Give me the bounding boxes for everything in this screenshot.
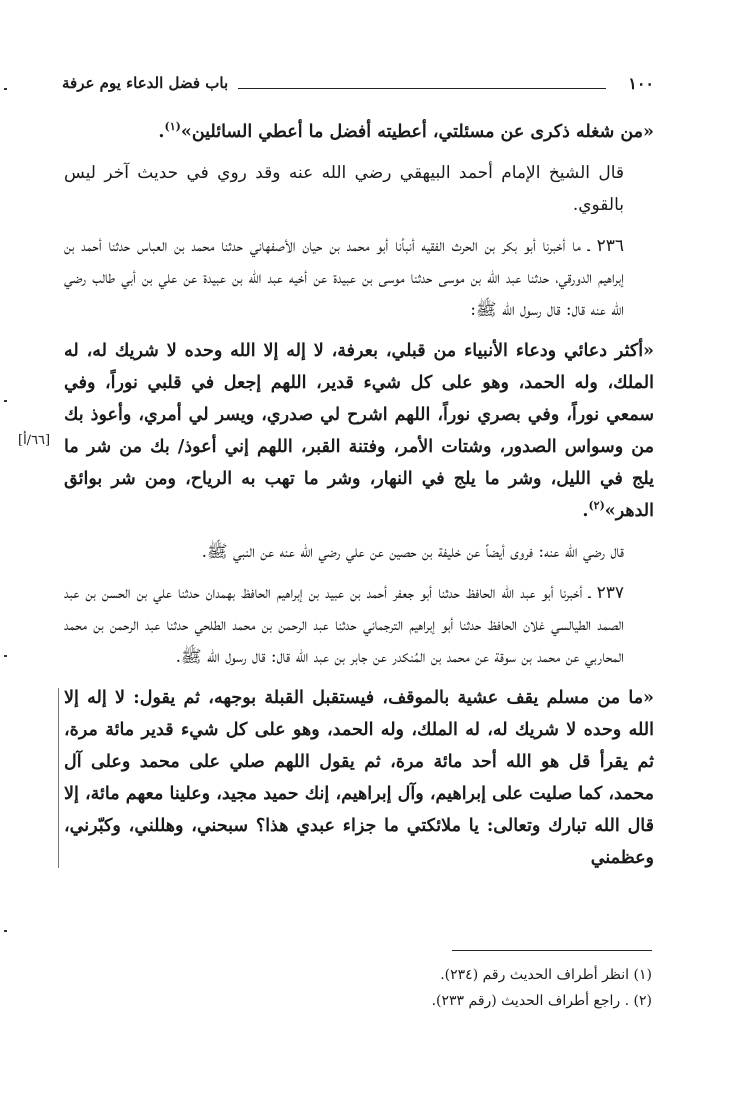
scan-edge-mark (4, 655, 7, 657)
quote-text-2: «أكثر دعائي ودعاء الأنبياء من قبلي، بعرفة، لا إله إلا الله وحده لا شريك له، له الملك، وله الحمد، وهو على كل شيء قدير، اللهم إجعل في قلبي نوراً، وفي سمعي نوراً، وفي بصري نوراً، اللهم اشرح لي صدري، ويسر لي أمري، وأعوذ بك من وسواس الصدور، وشتات الأمر، وفتنة القبر، اللهم إني أعوذ/ بك من شر ما يلج في الليل، وشر ما يلج في النهار، وشر ما تهب به الرياح، ومن شر بوائق الدهر» (64, 341, 654, 521)
footnote-1: (١) انظر أطراف الحديث رقم (٢٣٤). (440, 967, 652, 983)
chapter-title: باب فضل الدعاء يوم عرفة (62, 74, 229, 92)
page-number: ١٠٠ (628, 74, 654, 93)
hadith-236-text: «أكثر دعائي ودعاء الأنبياء من قبلي، بعرفة، لا إله إلا الله وحده لا شريك له، له الملك، وله الحمد، وهو على كل شيء قدير، اللهم إجعل في قلبي نوراً، وفي سمعي نوراً، وفي بصري نوراً، اللهم اشرح لي صدري، ويسر لي أمري، وأعوذ بك من وسواس الصدور، وشتات الأمر، وفتنة القبر، اللهم إني أعوذ/ بك من شر ما يلج في الليل، وشر ما يلج في النهار، وشر ما تهب به الرياح، ومن شر بوائق الدهر»$^{(٢)}$. (64, 341, 654, 521)
footnote-2: (٢) . راجع أطراف الحديث (رقم ٢٣٣). (431, 993, 652, 1009)
footnote-marker-2: (٢) (588, 499, 605, 513)
margin-line (58, 688, 59, 868)
narration-paragraph-2: قال رضي الله عنه: فروى أيضاً عن خليفة بن حصين عن علي رضي الله عنه عن النبي ﷺ. (201, 542, 624, 562)
scan-edge-mark (4, 88, 7, 90)
hadith-237-chain: ٢٣٧ ـ أخبرنا أبو عبد الله الحافظ حدثنا أبو جعفر أحمد بن عبيد بن إبراهيم الحافظ بهمدان حدثنا علي بن الحسن بن عبد الصمد الطيالسي غلان الحافظ حدثنا أبو إبراهيم الترجماني حدثنا عبد الرحمن بن محمد الطلحي حدثنا عبد الرحمن بن محمد المحاربي عن محمد بن سوقة عن محمد بن المُنكدر عن جابر بن عبد الله قال: قال رسول الله ﷺ. (64, 583, 624, 667)
quote-text-1: «من شغله ذكرى عن مسئلتي، أعطيته أفضل ما أعطي السائلين» (180, 122, 654, 142)
page-body (18, 116, 654, 874)
scan-edge-mark (4, 930, 7, 932)
scan-edge-mark (4, 400, 7, 402)
quote-paragraph-1: «من شغله ذكرى عن مسئلتي، أعطيته أفضل ما أعطي السائلين»$^{(١)}$. (158, 120, 654, 142)
narration-paragraph-1: قال الشيخ الإمام أحمد البيهقي رضي الله عنه وقد روي في حديث آخر ليس بالقوي. (64, 163, 624, 215)
hadith-236-text-block (18, 335, 654, 527)
hadith-236-chain: ٢٣٦ ـ ما أخبرنا أبو بكر بن الحرث الفقيه أنبأنا أبو محمد بن حيان الأصفهاني حدثنا محمد بن العباس حدثنا أحمد بن إبراهيم الدورقي، حدثنا عبد الله بن موسى حدثنا موسى بن عبيدة عن أخيه عبد الله بن عبيدة عن علي بن أبي طالب رضي الله عنه قال: قال رسول الله ﷺ: (64, 236, 624, 320)
footnote-marker-1: (١) (164, 120, 181, 134)
hadith-237-text-block (64, 682, 654, 874)
footnotes (102, 962, 652, 1014)
footnote-rule (452, 950, 652, 951)
header-rule (238, 88, 606, 89)
running-header (62, 70, 654, 100)
manuscript-folio-ref: [٦٦/أ] (18, 433, 51, 448)
hadith-237-text: «ما من مسلم يقف عشية بالموقف، فيستقبل القبلة بوجهه، ثم يقول: لا إله إلا الله وحده لا شريك له، له الملك، وله الحمد، وهو على كل شيء قدير مائة مرة، ثم يقرأ قل هو الله أحد مائة مرة، ثم يقول اللهم صلي على محمد وعلى آل محمد، كما صليت على إبراهيم، وآل إبراهيم، إنك حميد مجيد، وعلينا معهم مائة، إلا قال الله تبارك وتعالى: يا ملائكتي ما جزاء عبدي هذا؟ سبحني، وهللني، وكبّرني، وعظمني (64, 688, 654, 868)
